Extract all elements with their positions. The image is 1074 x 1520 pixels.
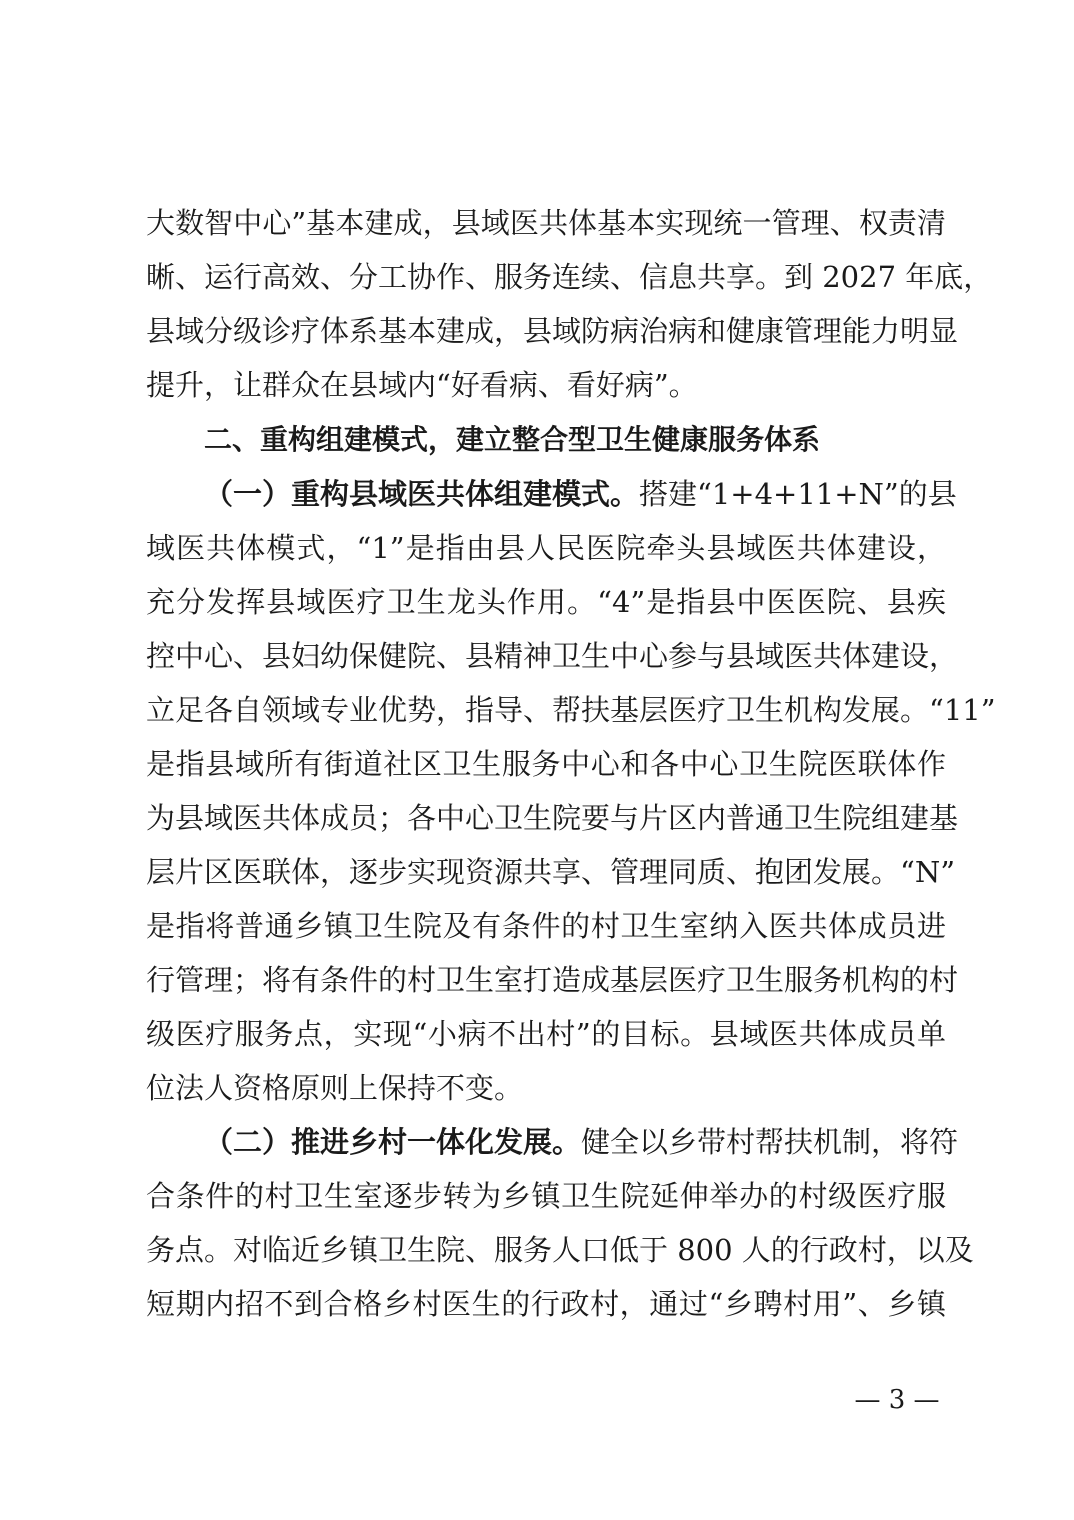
paragraph-line: 控中心、县妇幼保健院、县精神卫生中心参与县域医共体建设，: [146, 639, 959, 673]
subsection-lead-text: 健全以乡带村帮扶机制，将符: [581, 1125, 959, 1159]
subsection-first-line: [204, 1121, 959, 1163]
paragraph-line: 务点。对临近乡镇卫生院、服务人口低于 800 人的行政村，以及: [146, 1233, 974, 1267]
subsection-lead-text: 搭建“1+4+11+N”的县: [639, 477, 957, 511]
section-heading: 二、重构组建模式，建立整合型卫生健康服务体系: [204, 423, 821, 456]
paragraph-line: 级医疗服务点，实现“小病不出村”的目标。县域医共体成员单: [146, 1017, 946, 1051]
subsection-first-line: [204, 473, 957, 515]
paragraph-line: 层片区医联体，逐步实现资源共享、管理同质、抱团发展。“N”: [146, 855, 956, 889]
paragraph-line: 是指将普通乡镇卫生院及有条件的村卫生室纳入医共体成员进: [146, 909, 946, 943]
paragraph-line: 行管理；将有条件的村卫生室打造成基层医疗卫生服务机构的村: [146, 963, 959, 997]
page-number: — 3 —: [854, 1385, 940, 1415]
paragraph-line: 充分发挥县域医疗卫生龙头作用。“4”是指县中医医院、县疾: [146, 585, 946, 619]
paragraph-line: 位法人资格原则上保持不变。: [146, 1071, 524, 1105]
subsection-title: （二）推进乡村一体化发展。: [204, 1125, 582, 1159]
paragraph-line: 提升，让群众在县域内“好看病、看好病”。: [146, 368, 698, 402]
paragraph-line: 县域分级诊疗体系基本建成，县域防病治病和健康管理能力明显: [146, 314, 959, 348]
paragraph-line: 大数智中心”基本建成，县域医共体基本实现统一管理、权责清: [146, 206, 946, 240]
paragraph-line: 晰、运行高效、分工协作、服务连续、信息共享。到 2027 年底，: [146, 260, 993, 294]
paragraph-line: 为县域医共体成员；各中心卫生院要与片区内普通卫生院组建基: [146, 801, 959, 835]
subsection-title: （一）重构县域医共体组建模式。: [204, 477, 640, 511]
paragraph-line: 立足各自领域专业优势，指导、帮扶基层医疗卫生机构发展。“11”: [146, 693, 996, 727]
paragraph-line: 是指县域所有街道社区卫生服务中心和各中心卫生院医联体作: [146, 747, 946, 781]
paragraph-line: 合条件的村卫生室逐步转为乡镇卫生院延伸举办的村级医疗服: [146, 1179, 946, 1213]
paragraph-line: 短期内招不到合格乡村医生的行政村，通过“乡聘村用”、乡镇: [146, 1287, 946, 1321]
paragraph-line: 域医共体模式，“1”是指由县人民医院牵头县域医共体建设，: [146, 531, 946, 565]
